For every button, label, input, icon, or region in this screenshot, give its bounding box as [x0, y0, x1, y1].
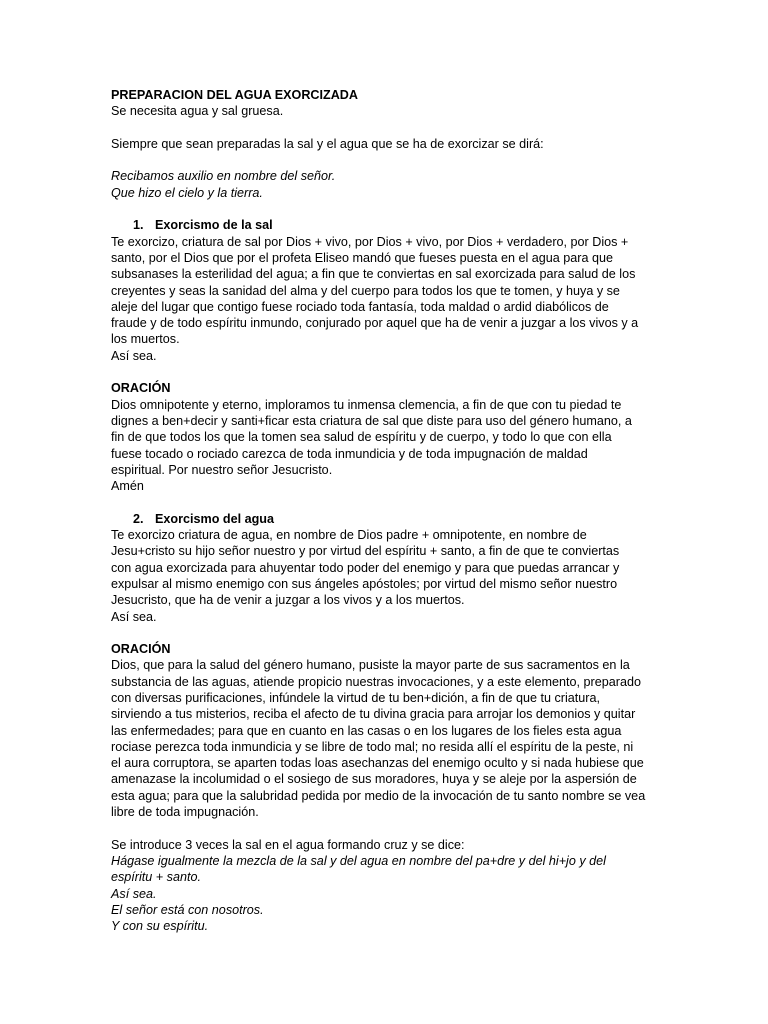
section1-number: 1. [133, 218, 144, 233]
section2-closing: Así sea. [111, 609, 157, 624]
paragraph-line: fuese tocado o rociado carezca de toda inmundicia y de toda impugnación de maldad [111, 446, 588, 461]
paragraph-line: creyentes y seas la sanidad del alma y del cuerpo para todos los que te tomen, y huya y se [111, 283, 620, 298]
document-body [111, 87, 671, 934]
paragraph-line: Te exorcizo, criatura de sal por Dios + vivo, por Dios + vivo, por Dios + verdadero, por Dios + [111, 234, 629, 249]
paragraph-line: Dios, que para la salud del género humano, pusiste la mayor parte de sus sacramentos en la [111, 658, 630, 673]
section1-heading [111, 217, 671, 233]
section2-heading-text: Exorcismo del agua [155, 511, 274, 526]
paragraph-line: Dios omnipotente y eterno, imploramos tu inmensa clemencia, a fin de que con tu piedad te [111, 397, 622, 412]
versicle-line: Que hizo el cielo y la tierra. [111, 185, 263, 200]
section2-heading [111, 511, 671, 527]
spacer [111, 201, 671, 217]
paragraph-line: santo, por el Dios que por el profeta Eliseo mandó que fueses puesta en el agua para que [111, 250, 613, 265]
final-italic-line: Y con su espíritu. [111, 919, 209, 934]
paragraph-line: fraude y de todo espíritu inmundo, conjurado por aquel que ha de venir a juzgar a los vivos y a [111, 316, 639, 331]
paragraph-line: Jesucristo, que ha de venir a juzgar a los vivos y a los muertos. [111, 593, 465, 608]
paragraph-line: Jesu+cristo su hijo señor nuestro y por virtud del espíritu + santo, a fin de que te conviertas [111, 544, 620, 559]
paragraph-line: con agua exorcizada para ahuyentar todo poder del enemigo y para que puedas arrancar y [111, 560, 620, 575]
spacer [111, 364, 671, 380]
paragraph-line: dignes a ben+decir y santi+ficar esta criatura de sal que diste para uso del género humano, a [111, 413, 632, 428]
paragraph-line: sirviendo a tus misterios, reciba el afecto de tu divina gracia para arrojar los demonios y quitar [111, 707, 636, 722]
paragraph-line: substancia de las aguas, atiende propicio nuestras invocaciones, y a este elemento, preparado [111, 674, 641, 689]
spacer [111, 120, 671, 136]
paragraph-line: los muertos. [111, 332, 180, 347]
paragraph-line: las enfermedades; para que en cuanto en las casas o en los lugares de los fieles esta agua [111, 723, 622, 738]
spacer [111, 820, 671, 836]
paragraph-line: Te exorcizo criatura de agua, en nombre de Dios padre + omnipotente, en nombre de [111, 528, 587, 543]
paragraph-line: amenazase la incolumidad o el sosiego de sus moradores, huya y se aleje por la aspersión de [111, 772, 637, 787]
paragraph-line: subsanases la esterilidad del agua; a fin que te conviertas en sal exorcizada para salud de los [111, 267, 636, 282]
paragraph-line: con diversas purificaciones, infúndele la virtud de tu ben+dición, a fin de que tu criatura, [111, 690, 601, 705]
paragraph-line: aleje del lugar que contigo fuese rociado toda fantasía, toda maldad o ardid diabólicos de [111, 299, 609, 314]
prayer1-closing: Amén [111, 479, 144, 494]
spacer [111, 625, 671, 641]
paragraph-line: el aura corruptora, se aparten todas loas asechanzas del enemigo oculto y si nada hubiese que [111, 756, 644, 771]
final-italic-line: Hágase igualmente la mezcla de la sal y del agua en nombre del pa+dre y del hi+jo y del [111, 853, 606, 868]
paragraph-line: expulsar al mismo enemigo con sus ángeles apóstoles; por virtud del mismo señor nuestro [111, 576, 618, 591]
paragraph-line: libre de toda impugnación. [111, 805, 259, 820]
section2-number: 2. [133, 511, 144, 526]
versicle-line: Recibamos auxilio en nombre del señor. [111, 169, 336, 184]
paragraph-line: fin de que todos los que la tomen sea salud de espíritu y de cuerpo, y todo lo que con ella [111, 430, 612, 445]
prayer1-heading: ORACIÓN [111, 381, 171, 396]
paragraph-line: esta agua; para que la salubridad pedida por medio de la invocación de tu santo nombre se vea [111, 788, 646, 803]
document-title: PREPARACION DEL AGUA EXORCIZADA [111, 88, 358, 102]
spacer [111, 494, 671, 510]
final-italic-line: espíritu + santo. [111, 870, 201, 885]
final-instruction: Se introduce 3 veces la sal en el agua formando cruz y se dice: [111, 837, 465, 852]
paragraph-line: rociase perezca toda inmundicia y se libre de todo mal; no resida allí el espíritu de la peste, ni [111, 739, 634, 754]
intro-text: Se necesita agua y sal gruesa. [111, 104, 284, 119]
final-italic-line: El señor está con nosotros. [111, 902, 264, 917]
final-italic-line: Así sea. [111, 886, 157, 901]
prayer2-heading: ORACIÓN [111, 642, 171, 657]
section1-heading-text: Exorcismo de la sal [155, 218, 273, 233]
paragraph-line: espiritual. Por nuestro señor Jesucristo. [111, 462, 333, 477]
section1-closing: Así sea. [111, 348, 157, 363]
instruction-text: Siempre que sean preparadas la sal y el agua que se ha de exorcizar se dirá: [111, 136, 544, 151]
spacer [111, 152, 671, 168]
